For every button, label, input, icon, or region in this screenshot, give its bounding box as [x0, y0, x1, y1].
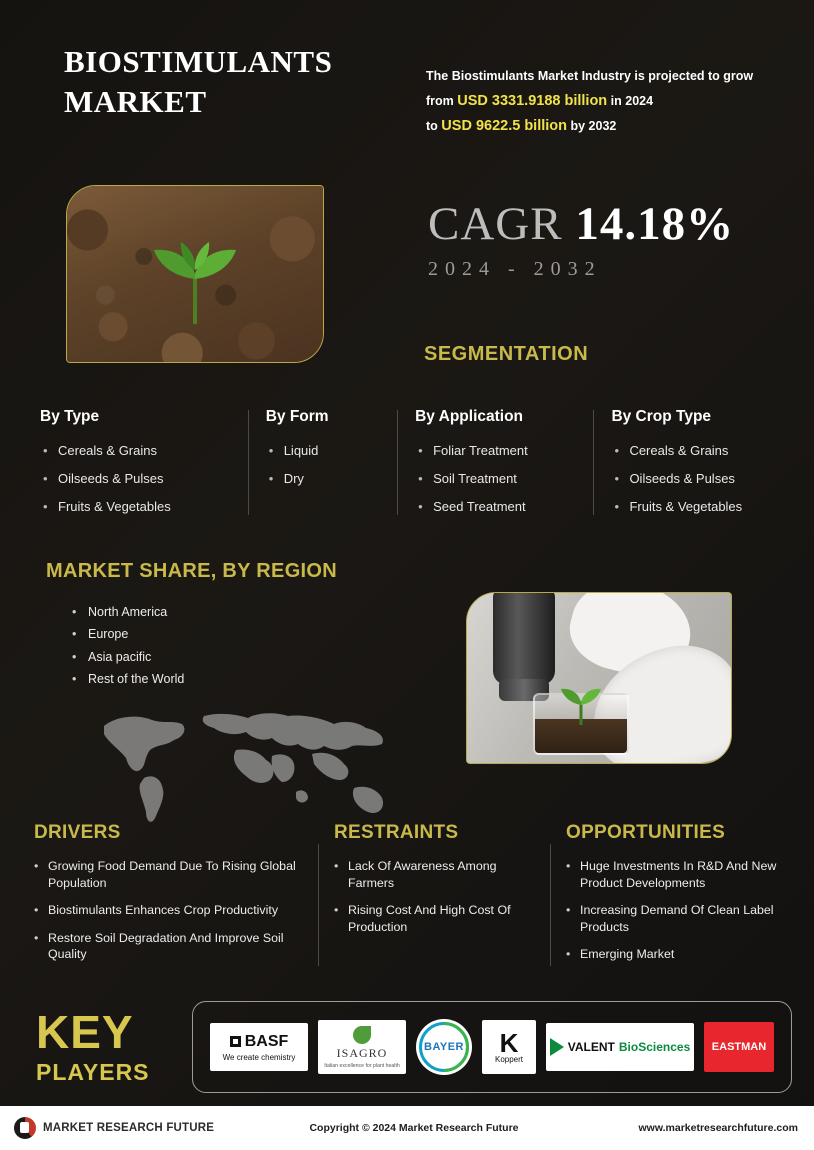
logo-bayer [416, 1019, 472, 1075]
segmentation-column-application [397, 408, 593, 533]
segmentation-list-type [40, 437, 234, 521]
sprout-icon [140, 224, 250, 324]
fact-line-3-suffix: by 2032 [570, 119, 617, 133]
jar-sprout-icon [555, 679, 607, 725]
fact-line-2-prefix: from [426, 94, 454, 108]
list-item: • Rising Cost And High Cost Of Production [334, 902, 534, 935]
footer [0, 1106, 814, 1150]
segmentation-column-crop-type [593, 408, 780, 533]
world-map [86, 700, 416, 830]
fact-line-1 [426, 64, 776, 89]
segmentation-section [40, 408, 780, 533]
fact-line-3 [426, 114, 776, 139]
fact-value-1: USD 3331.9188 billion [457, 93, 608, 109]
market-share-region-list [66, 601, 184, 690]
microscope-icon [493, 592, 555, 685]
logo-eastman [704, 1022, 774, 1072]
footer-copyright: Copyright © 2024 Market Research Future [309, 1122, 519, 1134]
segmentation-list-form [266, 437, 383, 493]
logo-valent [546, 1023, 694, 1071]
footer-brand [14, 1117, 264, 1139]
drivers-heading: DRIVERS [34, 822, 121, 843]
footer-url[interactable]: www.marketresearchfuture.com [638, 1122, 798, 1134]
restraints-heading: RESTRAINTS [334, 822, 459, 843]
list-item: • Restore Soil Degradation And Improve Soil Quality [34, 930, 302, 963]
list-item: • Fruits & Vegetables [40, 493, 234, 521]
key-players-logo-box [192, 1001, 792, 1093]
eastman-name: EASTMAN [711, 1041, 767, 1053]
opportunities-list [566, 858, 792, 963]
cagr-value: 14.18% [575, 198, 735, 250]
list-item: • Asia pacific [66, 646, 184, 668]
key-players-line2: PLAYERS [36, 1058, 150, 1085]
analysis-section [18, 822, 808, 972]
bayer-name: BAYER [424, 1041, 464, 1053]
header [64, 42, 764, 172]
list-item: • Lack Of Awareness Among Farmers [334, 858, 534, 891]
list-item: • Growing Food Demand Due To Rising Global Population [34, 858, 302, 891]
fact-line-2-suffix: in 2024 [610, 94, 654, 108]
key-players-title [22, 1005, 192, 1086]
list-item: • Fruits & Vegetables [611, 493, 766, 521]
list-item: • Emerging Market [566, 946, 792, 963]
valent-name: VALENT [567, 1040, 615, 1054]
fact-value-2: USD 9622.5 billion [441, 118, 568, 134]
lab-photo [466, 592, 732, 764]
mrfr-logo-icon [14, 1117, 36, 1139]
analysis-column-restraints [318, 822, 550, 972]
list-item: • Oilseeds & Pulses [40, 465, 234, 493]
segmentation-column-type [40, 408, 248, 533]
segmentation-heading-crop-type: By Crop Type [611, 408, 712, 425]
list-item: • Seed Treatment [415, 493, 579, 521]
seedling-photo [66, 185, 324, 363]
list-item: • Dry [266, 465, 383, 493]
list-item: • Cereals & Grains [611, 437, 766, 465]
segmentation-title: SEGMENTATION [424, 343, 589, 365]
page-title: BIOSTIMULANTS MARKET [64, 44, 333, 119]
cagr-years: 2024 - 2032 [428, 258, 602, 280]
koppert-name: Koppert [494, 1054, 524, 1064]
basf-square-icon [230, 1036, 241, 1047]
list-item: • Huge Investments In R&D And New Product Developments [566, 858, 792, 891]
footer-brand-name: MARKET RESEARCH FUTURE [43, 1122, 215, 1134]
plant-jar [533, 693, 629, 755]
restraints-list [334, 858, 534, 935]
drivers-list [34, 858, 302, 963]
key-players-line1: KEY [36, 1005, 134, 1058]
valent-bio: BioSciences [618, 1040, 691, 1054]
list-item: • Foliar Treatment [415, 437, 579, 465]
list-item: • Biostimulants Enhances Crop Productivity [34, 902, 302, 919]
logo-isagro [318, 1020, 406, 1074]
fact-line-2 [426, 89, 776, 114]
isagro-name: ISAGRO [336, 1045, 388, 1060]
basf-name: BASF [244, 1032, 289, 1050]
list-item: • North America [66, 601, 184, 623]
list-item: • Increasing Demand Of Clean Label Products [566, 902, 792, 935]
segmentation-heading-type: By Type [40, 408, 100, 425]
market-facts [426, 64, 776, 139]
list-item: • Cereals & Grains [40, 437, 234, 465]
valent-triangle-icon [550, 1038, 564, 1056]
market-share-title: MARKET SHARE, BY REGION [46, 560, 338, 582]
list-item: • Europe [66, 623, 184, 645]
logo-koppert [482, 1020, 536, 1074]
list-item: • Rest of the World [66, 668, 184, 690]
segmentation-list-crop-type [611, 437, 766, 521]
opportunities-heading: OPPORTUNITIES [566, 822, 726, 843]
segmentation-heading-application: By Application [415, 408, 524, 425]
list-item: • Soil Treatment [415, 465, 579, 493]
segmentation-heading-form: By Form [265, 408, 329, 425]
analysis-column-drivers [18, 822, 318, 972]
leaf-icon [353, 1026, 371, 1044]
segmentation-list-application [415, 437, 579, 521]
segmentation-column-form [248, 408, 397, 533]
fact-line-3-prefix: to [426, 119, 438, 133]
basf-tagline: We create chemistry [222, 1052, 296, 1062]
list-item: • Liquid [266, 437, 383, 465]
logo-basf [210, 1023, 308, 1071]
isagro-tagline: Italian excellence for plant health [324, 1062, 400, 1069]
cagr-block [428, 196, 788, 281]
key-players-section [22, 988, 792, 1106]
koppert-k: K [499, 1027, 519, 1058]
analysis-column-opportunities [550, 822, 808, 972]
cagr-label: CAGR [428, 198, 563, 250]
list-item: • Oilseeds & Pulses [611, 465, 766, 493]
fact-line-1-text: The Biostimulants Market Industry is projected to grow [426, 69, 754, 83]
